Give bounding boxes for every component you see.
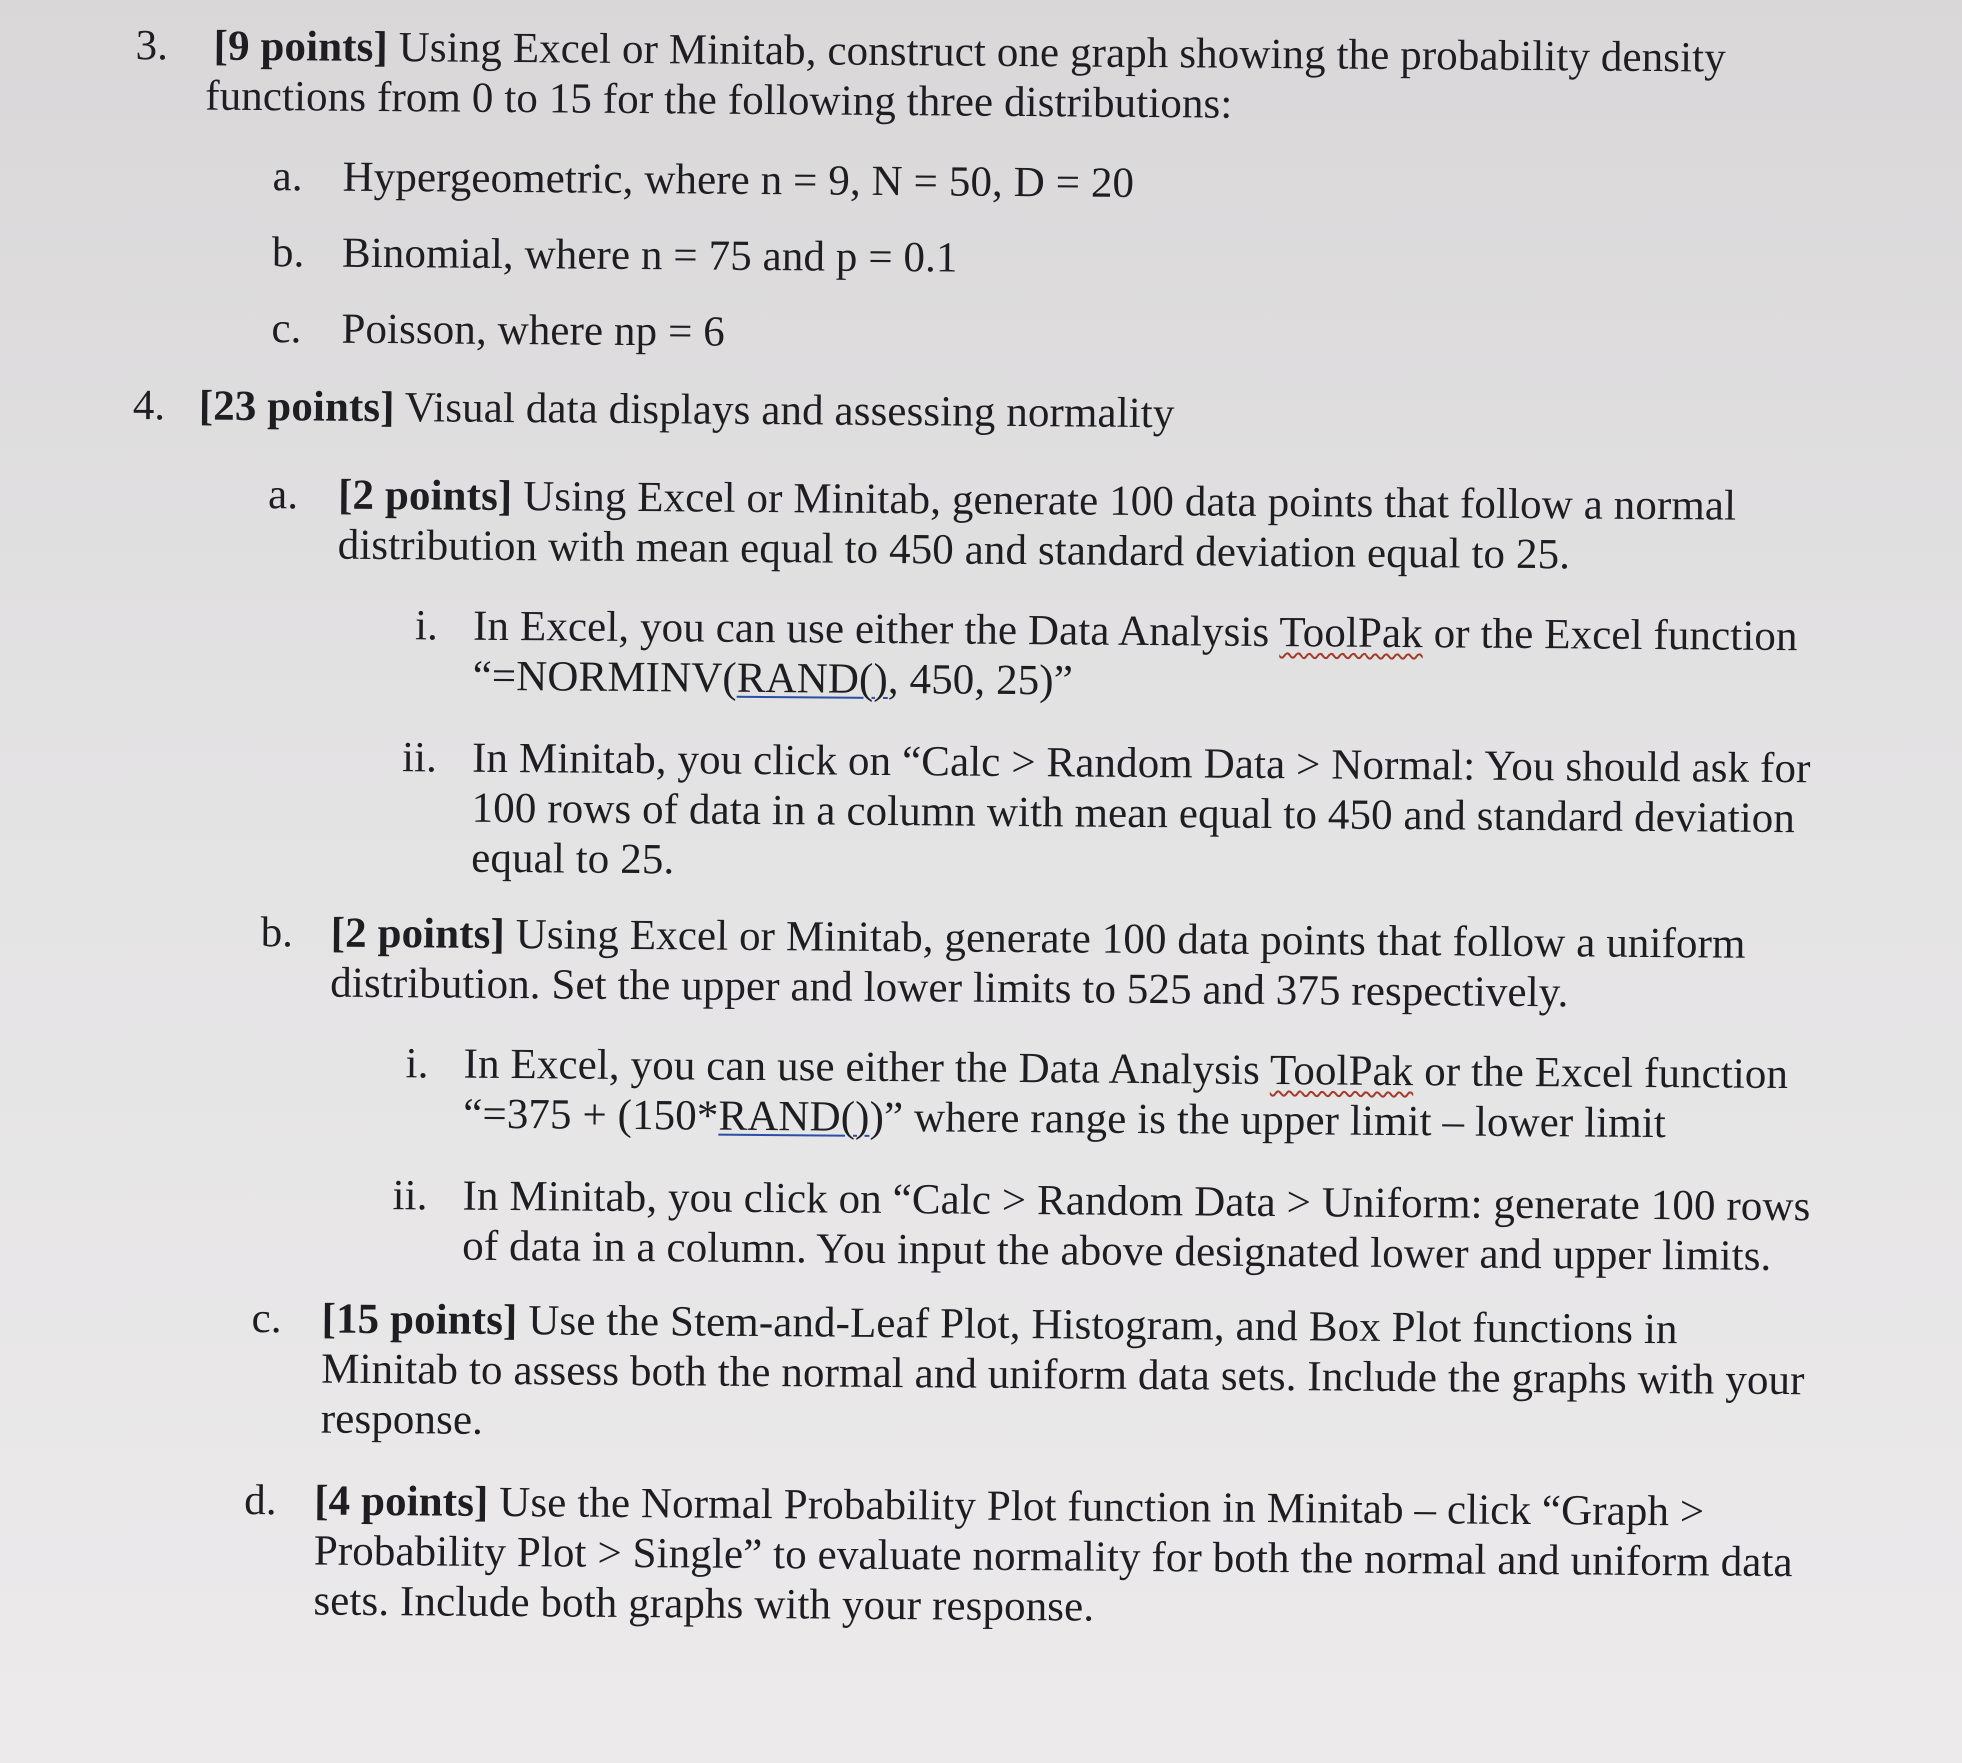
- q3-text-line-2: functions from 0 to 15 for the following three distributions:: [205, 72, 1233, 128]
- q4d-text-line-2: Probability Plot > Single” to evaluate normality for both the normal and uniform data: [313, 1527, 1793, 1587]
- q4b-i-line-2: [463, 1090, 1666, 1149]
- q3-text-line-1: Using Excel or Minitab, construct one graph showing the probability density: [398, 24, 1726, 82]
- q4c-text-line-1: Use the Stem-and-Leaf Plot, Histogram, and Box Plot functions in: [528, 1297, 1678, 1354]
- q3-item-a-label: a.: [272, 153, 303, 201]
- q3-number: 3.: [135, 22, 169, 70]
- norminv-formula-end: , 450, 25)”: [887, 655, 1074, 705]
- q3-item-b-label: b.: [271, 229, 305, 277]
- q4d-text-line-1: Use the Normal Probability Plot function in Minitab – click “Graph >: [499, 1478, 1705, 1536]
- q3-item-c-text: Poisson, where np = 6: [341, 305, 726, 356]
- q4d-label: d.: [244, 1476, 277, 1525]
- q4c-label: c.: [251, 1295, 282, 1343]
- q3-points: [9 points]: [213, 22, 389, 72]
- q4b-ii-label: ii.: [392, 1172, 428, 1220]
- q4-points: [23 points]: [198, 382, 395, 432]
- rand-function-2: RAND(): [718, 1092, 870, 1141]
- q4a-text-line-1: Using Excel or Minitab, generate 100 data points that follow a normal: [523, 473, 1737, 530]
- q4c-points: [15 points]: [321, 1295, 518, 1345]
- q4-number: 4.: [132, 382, 166, 430]
- q4b-text-line-2: distribution. Set the upper and lower limits to 525 and 375 respectively.: [330, 959, 1569, 1017]
- q4b-i-text-end: or the Excel function: [1413, 1048, 1789, 1099]
- q4a-i-line-2: [473, 652, 1074, 707]
- q3-item-c-label: c.: [271, 305, 302, 353]
- q3-item-a-text: Hypergeometric, where n = 9, N = 50, D = 20: [342, 153, 1135, 207]
- q4a-ii-label: ii.: [401, 734, 438, 782]
- q4b-text-line-1: Using Excel or Minitab, generate 100 data points that follow a uniform: [515, 911, 1746, 968]
- rand-function: RAND(): [736, 654, 889, 703]
- q4a-label: a.: [267, 471, 299, 519]
- q4c-text-line-2: Minitab to assess both the normal and uniform data sets. Include the graphs with your: [321, 1345, 1805, 1405]
- q4a-i-text-end: or the Excel function: [1422, 610, 1798, 661]
- q4a-ii-text-line-2: 100 rows of data in a column with mean equal to 450 and standard deviation: [471, 784, 1796, 843]
- q4-title: Visual data displays and assessing normality: [404, 384, 1175, 438]
- q4b-i-label: i.: [405, 1040, 429, 1088]
- uniform-formula-end: )” where range is the upper limit – lower limit: [869, 1093, 1667, 1148]
- q4d-points: [4 points]: [314, 1477, 489, 1526]
- q4b-ii-text-line-2: of data in a column. You input the above designated lower and upper limits.: [462, 1222, 1772, 1280]
- q4a-i-text-start: In Excel, you can use either the Data Analysis: [472, 602, 1280, 657]
- q4a-i-label: i.: [414, 602, 439, 650]
- q4b-i-text-start: In Excel, you can use either the Data Analysis: [463, 1040, 1271, 1095]
- q4c-text-line-3: response.: [320, 1395, 484, 1444]
- q4a-ii-text-line-1: In Minitab, you click on “Calc > Random Data > Normal: You should ask for: [471, 734, 1811, 793]
- q3-item-b-text: Binomial, where n = 75 and p = 0.1: [341, 229, 958, 282]
- q4b-ii-text-line-1: In Minitab, you click on “Calc > Random Data > Uniform: generate 100 rows: [462, 1172, 1811, 1231]
- uniform-formula-start: “=375 + (150*: [463, 1090, 719, 1140]
- toolpak-word-2: ToolPak: [1269, 1047, 1414, 1096]
- q4a-text-line-2: distribution with mean equal to 450 and standard deviation equal to 25.: [337, 521, 1571, 579]
- q4a-points: [2 points]: [337, 471, 513, 521]
- q4a-ii-text-line-3: equal to 25.: [471, 834, 675, 884]
- q4d-text-line-3: sets. Include both graphs with your response.: [313, 1577, 1095, 1631]
- toolpak-word: ToolPak: [1279, 609, 1424, 658]
- q4b-points: [2 points]: [330, 909, 506, 958]
- norminv-formula-start: “=NORMINV(: [472, 652, 737, 702]
- q4b-label: b.: [260, 909, 294, 957]
